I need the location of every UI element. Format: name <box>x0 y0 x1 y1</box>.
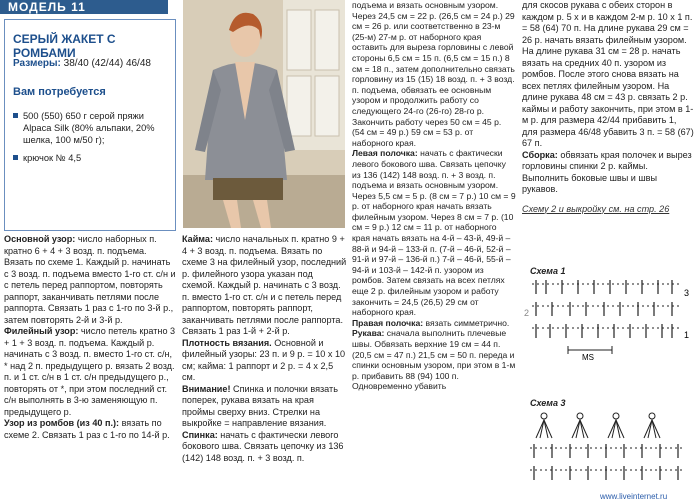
paragraph <box>4 234 176 326</box>
para-text: число начальных п. кратно 9 + 4 + 3 возд. п. подъема. Вязать по схеме 3 на филейный узор, последний р. филейного узора указан под схемой. Каждый р. начинать с 3 возд. п. вместо 1-го ст. с/н и с петель перед раппортом, повторять раппорт, заканчивать петлями после раппорта. Связать 1 раз 1-й + 2-й р. <box>182 234 347 336</box>
para-text: число петель кратно 3 + 1 + 3 возд. п. подъема. Каждый р. начинать с 3 возд. п. вместо 1-го ст. с/н, * над 2 п. предыдущего р. вязать 2 возд. п. и 1 ст. с/н в 1 ст. с/н предыдущего р., повторять от *, при этом последний ст. с/н выполнять в 3-ю заменяющую п. предыдущего р. <box>4 326 176 417</box>
para-text: вязать по схеме 2. Связать 1 раз с 1-го по 14-й р. <box>4 418 170 440</box>
column-2 <box>182 234 348 464</box>
watermark: www.liveinternet.ru <box>600 492 668 501</box>
model-photo-illustration <box>183 0 345 228</box>
page-reference-link[interactable] <box>522 204 694 216</box>
para-text: сначала выполнить плечевые швы. Обвязать верхние 19 см = 44 п. (20,5 см = 47 п.) 21,5 см = 50 п. переда и спинки основным узором, при этом в 1-м р. прибавить 88 (94) 100 п. Одновременно убавить <box>352 328 516 392</box>
para-text: Основной и филейный узоры: 23 п. и 9 р. = 10 х 10 см; кайма: 1 раппорт и 2 р. = 4 х 2,5 см. <box>182 337 346 382</box>
para-heading: Внимание! <box>182 383 231 394</box>
scheme-1-row-2: 2 <box>524 308 530 318</box>
para-text: вязать симметрично. <box>423 317 510 328</box>
garment-title: СЕРЫЙ ЖАКЕТ С РОМБАМИ <box>13 32 116 60</box>
info-box <box>4 19 176 231</box>
scheme-1-row-3: 3 <box>684 288 690 298</box>
paragraph <box>4 326 176 418</box>
para-text: обвязать края полочек и вырез горловины спинки 2 р. каймы. Выполнить боковые швы и швы рукавов. <box>522 149 692 194</box>
paragraph <box>182 234 348 338</box>
paragraph <box>352 148 516 318</box>
material-item: крючок № 4,5 <box>11 152 171 164</box>
scheme-3-diagram <box>522 408 694 498</box>
para-heading: Спинка: <box>182 429 218 440</box>
column-4 <box>522 0 694 215</box>
sizes-value: 38/40 (42/44) 46/48 <box>63 58 151 69</box>
scheme-1-diagram <box>522 276 694 362</box>
para-text: начать с фактически левого бокового шва. Связать цепочку из 136 (142) 148 возд. п. + 3 возд. п. <box>182 429 344 463</box>
para-heading: Правая полочка: <box>352 317 424 328</box>
paragraph <box>522 0 694 150</box>
paragraph <box>182 338 348 384</box>
scheme-1-title: Схема 1 <box>530 266 566 276</box>
para-heading: Сборка: <box>522 149 558 160</box>
link-text[interactable]: Схему 2 и выкройку см. на стр. 26 <box>522 203 670 214</box>
para-heading: Кайма: <box>182 234 214 244</box>
scheme-1-ms-label: MS <box>582 353 594 362</box>
scheme-3-title: Схема 3 <box>530 398 566 408</box>
para-text: для скосов рукава с обеих сторон в каждом р. 5 х и в каждом 2-м р. 10 х 1 п. = 58 (64) 70 п. На длине рукава 29 см = 26 р. начать вязать филейным узором. На длине рукава 31 см = 28 р. начать вязать на средних 40 п. узором из ромбов. После этого снова вязать на всех петлях филейным узором. На длине рукава 48 см = 43 р. связать 2 р. каймы и работу закончить, при этом в 1-м р. для размера 42/44 прибавить 1, для размера 46/48 убавить 3 п. = 58 (67) 67 п. <box>522 0 694 148</box>
paragraph <box>352 328 516 392</box>
paragraph <box>182 384 348 430</box>
para-heading: Левая полочка: <box>352 148 418 159</box>
para-text: начать с фактически левого бокового шва. Связать цепочку из 136 (142) 148 возд. п. + 3 возд. п. подъема и вязать основным узором. Через 5,5 см = 5 р. (8 см = 7 р.) 10 см = 9 р. от наборного края начать вязать филейным узором. Через 8 см = 7 р. (10 см = 9 р.) 12 см = 11 р. от наборного края начать вязать на 4-й – 43-й, 49-й – 88-й и 94-й – 133-й п. (7-й – 46-й, 52-й – 91-й и 97-й – 136-й п.) 7-й – 46-й, 55-й – 94-й и 103-й – 142-й п. узором из ромбов. Затем связать на всех петлях еще 2 р. филейным узором и работу закончить = 24,5 (26,5) 29 см от наборного края. <box>352 148 516 318</box>
scheme-1-row-1: 1 <box>684 330 690 340</box>
para-heading: Узор из ромбов (из 40 п.): <box>4 418 120 428</box>
model-header: МОДЕЛЬ 11 <box>0 0 168 14</box>
para-text: число наборных п. кратно 6 + 4 + 3 возд. п. подъема. Вязать по схеме 1. Каждый р. начинать с 3 возд. п. подъема вместо 1-го ст. с/н и с петель перед раппортом, повторять раппорт, заканчивать петлями после раппорта. Связать 1 раз с 1-го по 3-й р., затем повторять 2-й и 3-й р. <box>4 234 176 325</box>
material-item: 500 (550) 650 г серой пряжи Alpaca Silk (80% альпаки, 20% шелка, 100 м/50 г); <box>11 110 171 146</box>
sizes-line <box>13 58 151 69</box>
para-heading: Филейный узор: <box>4 326 79 336</box>
para-heading: Основной узор: <box>4 234 76 244</box>
column-3 <box>352 0 516 392</box>
para-heading: Рукава: <box>352 328 385 339</box>
model-photo <box>183 0 345 228</box>
paragraph <box>352 0 516 148</box>
paragraph <box>4 418 176 441</box>
materials-heading: Вам потребуется <box>13 86 106 98</box>
para-text: подъема и вязать основным узором. Через 24,5 см = 22 р. (26,5 см = 24 р.) 29 см = 26 р. или соответственно в 23-м (25-м) 27-м р. от наборного края оставить для выреза горловины с левой стороны 6,5 см = 15 п. (6,5 см = 15 п.) 8 см = 18 п., затем дополнительно связать горловину из 15 (15) 18 возд. п. + 3 возд. п. подъема, обвязать ее основным узором и продолжить работу со следующего 24-го (26-го) 28-го р. Закончить работу через 50 см = 45 р. (54 см = 49 р.) 59 см = 53 р. от наборного края. <box>352 0 515 148</box>
materials-list <box>11 110 171 170</box>
column-1 <box>4 234 176 441</box>
paragraph <box>352 318 516 329</box>
paragraph <box>522 150 694 196</box>
para-text: Спинка и полочки вязать поперек, рукава вязать на края проймы сверху вниз. Стрелки на выкройке = направление вязания. <box>182 383 338 428</box>
para-heading: Плотность вязания. <box>182 337 272 348</box>
sizes-label: Размеры: <box>13 58 61 69</box>
paragraph <box>182 430 348 465</box>
